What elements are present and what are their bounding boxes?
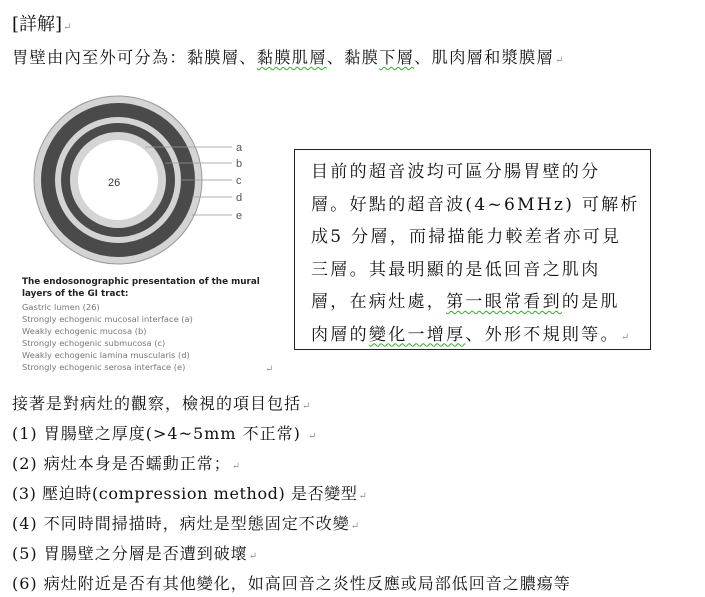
caption-title: layers of the GI tract: xyxy=(22,289,129,299)
list-item: (3) 壓迫時(compression method) 是否變型↵ xyxy=(12,484,368,503)
note-line: 肉層的變化一增厚、外形不規則等。↵ xyxy=(311,324,632,345)
heading: [詳解]↵ xyxy=(12,14,72,35)
list-intro: 接著是對病灶的觀察，檢視的項目包括↵ xyxy=(12,394,312,413)
caption-line: Weakly echogenic mucosa (b) xyxy=(22,326,147,336)
list-item: (6) 病灶附近是否有其他變化，如高回音之炎性反應或局部低回音之膿瘍等 xyxy=(12,574,571,593)
gi-layer-figure xyxy=(20,90,280,380)
note-line: 層。好點的超音波(4~6MHz) 可解析 xyxy=(311,194,640,215)
note-textbox xyxy=(294,149,651,350)
note-line: 三層。其最明顯的是低回音之肌肉 xyxy=(311,259,601,280)
list-item: (5) 胃腸壁之分層是否遭到破壞↵ xyxy=(12,544,259,563)
intro-paragraph: 胃壁由內至外可分為：黏膜層、黏膜肌層、黏膜下層、肌肉層和漿膜層↵ xyxy=(12,48,565,67)
layer-label-d: d xyxy=(236,192,243,204)
list-item: (1) 胃腸壁之厚度(>4~5mm 不正常) ↵ xyxy=(12,424,318,443)
list-item: (2) 病灶本身是否蠕動正常；↵ xyxy=(12,454,242,473)
note-line: 層，在病灶處，第一眼常看到的是肌 xyxy=(311,292,620,312)
paragraph-mark: ↵ xyxy=(265,364,274,375)
caption-line: Strongly echogenic serosa interface (e) xyxy=(22,362,186,372)
layer-label-a: a xyxy=(236,142,243,154)
note-line: 目前的超音波均可區分腸胃壁的分 xyxy=(311,162,601,182)
layer-label-c: c xyxy=(236,175,242,187)
note-line: 成5 分層，而掃描能力較差者亦可見 xyxy=(311,227,622,247)
lumen-label: 26 xyxy=(108,177,121,189)
layer-label-e: e xyxy=(236,210,243,222)
list-item: (4) 不同時間掃描時，病灶是型態固定不改變↵ xyxy=(12,514,361,533)
concentric-layers-diagram xyxy=(20,90,280,280)
caption-line: Weakly echogenic lamina muscularis (d) xyxy=(22,350,190,360)
layer-label-b: b xyxy=(236,158,243,170)
caption-title: The endosonographic presentation of the mural xyxy=(22,277,260,287)
caption-line: Gastric lumen (26) xyxy=(22,302,100,312)
caption-line: Strongly echogenic mucosal interface (a) xyxy=(22,314,193,324)
caption-line: Strongly echogenic submucosa (c) xyxy=(22,338,166,348)
